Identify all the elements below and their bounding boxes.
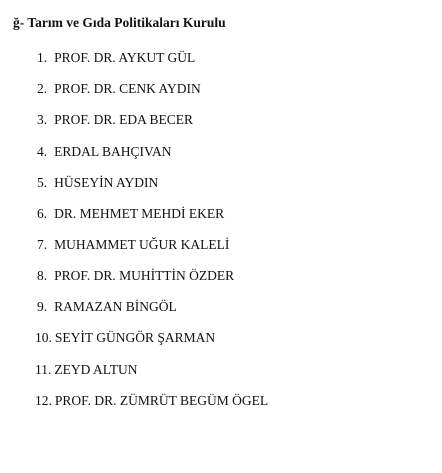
member-item xyxy=(37,206,224,222)
member-item xyxy=(35,362,138,378)
member-number: 1. xyxy=(37,50,48,65)
member-number: 2. xyxy=(37,81,48,96)
member-name: MUHAMMET UĞUR KALELİ xyxy=(54,237,230,252)
member-name: PROF. DR. CENK AYDIN xyxy=(54,81,201,96)
member-item xyxy=(37,268,234,284)
member-number: 10. xyxy=(35,330,52,345)
member-number: 11. xyxy=(35,362,52,377)
member-name: ZEYD ALTUN xyxy=(54,362,138,377)
member-item xyxy=(35,393,268,409)
section-heading: ğ- Tarım ve Gıda Politikaları Kurulu xyxy=(13,15,226,30)
member-item xyxy=(37,175,158,191)
member-item xyxy=(37,144,172,160)
member-name: PROF. DR. MUHİTTİN ÖZDER xyxy=(54,268,235,283)
member-number: 12. xyxy=(35,393,52,408)
member-name: ERDAL BAHÇIVAN xyxy=(54,144,172,159)
member-number: 4. xyxy=(37,144,48,159)
member-name: PROF. DR. AYKUT GÜL xyxy=(54,50,196,65)
member-number: 6. xyxy=(37,206,48,221)
member-item xyxy=(37,237,229,253)
member-name: PROF. DR. ZÜMRÜT BEGÜM ÖGEL xyxy=(54,393,269,408)
member-item xyxy=(37,50,195,66)
member-name: RAMAZAN BİNGÖL xyxy=(54,299,177,314)
member-item xyxy=(37,81,201,97)
member-number: 3. xyxy=(37,112,48,127)
member-name: DR. MEHMET MEHDİ EKER xyxy=(54,206,225,221)
member-number: 5. xyxy=(37,175,48,190)
member-number: 8. xyxy=(37,268,48,283)
member-item xyxy=(37,299,177,315)
member-name: PROF. DR. EDA BECER xyxy=(54,112,193,127)
member-item xyxy=(35,330,215,346)
member-item xyxy=(37,112,193,128)
member-number: 9. xyxy=(37,299,48,314)
member-number: 7. xyxy=(37,237,48,252)
member-name: HÜSEYİN AYDIN xyxy=(54,175,159,190)
member-name: SEYİT GÜNGÖR ŞARMAN xyxy=(54,330,216,345)
